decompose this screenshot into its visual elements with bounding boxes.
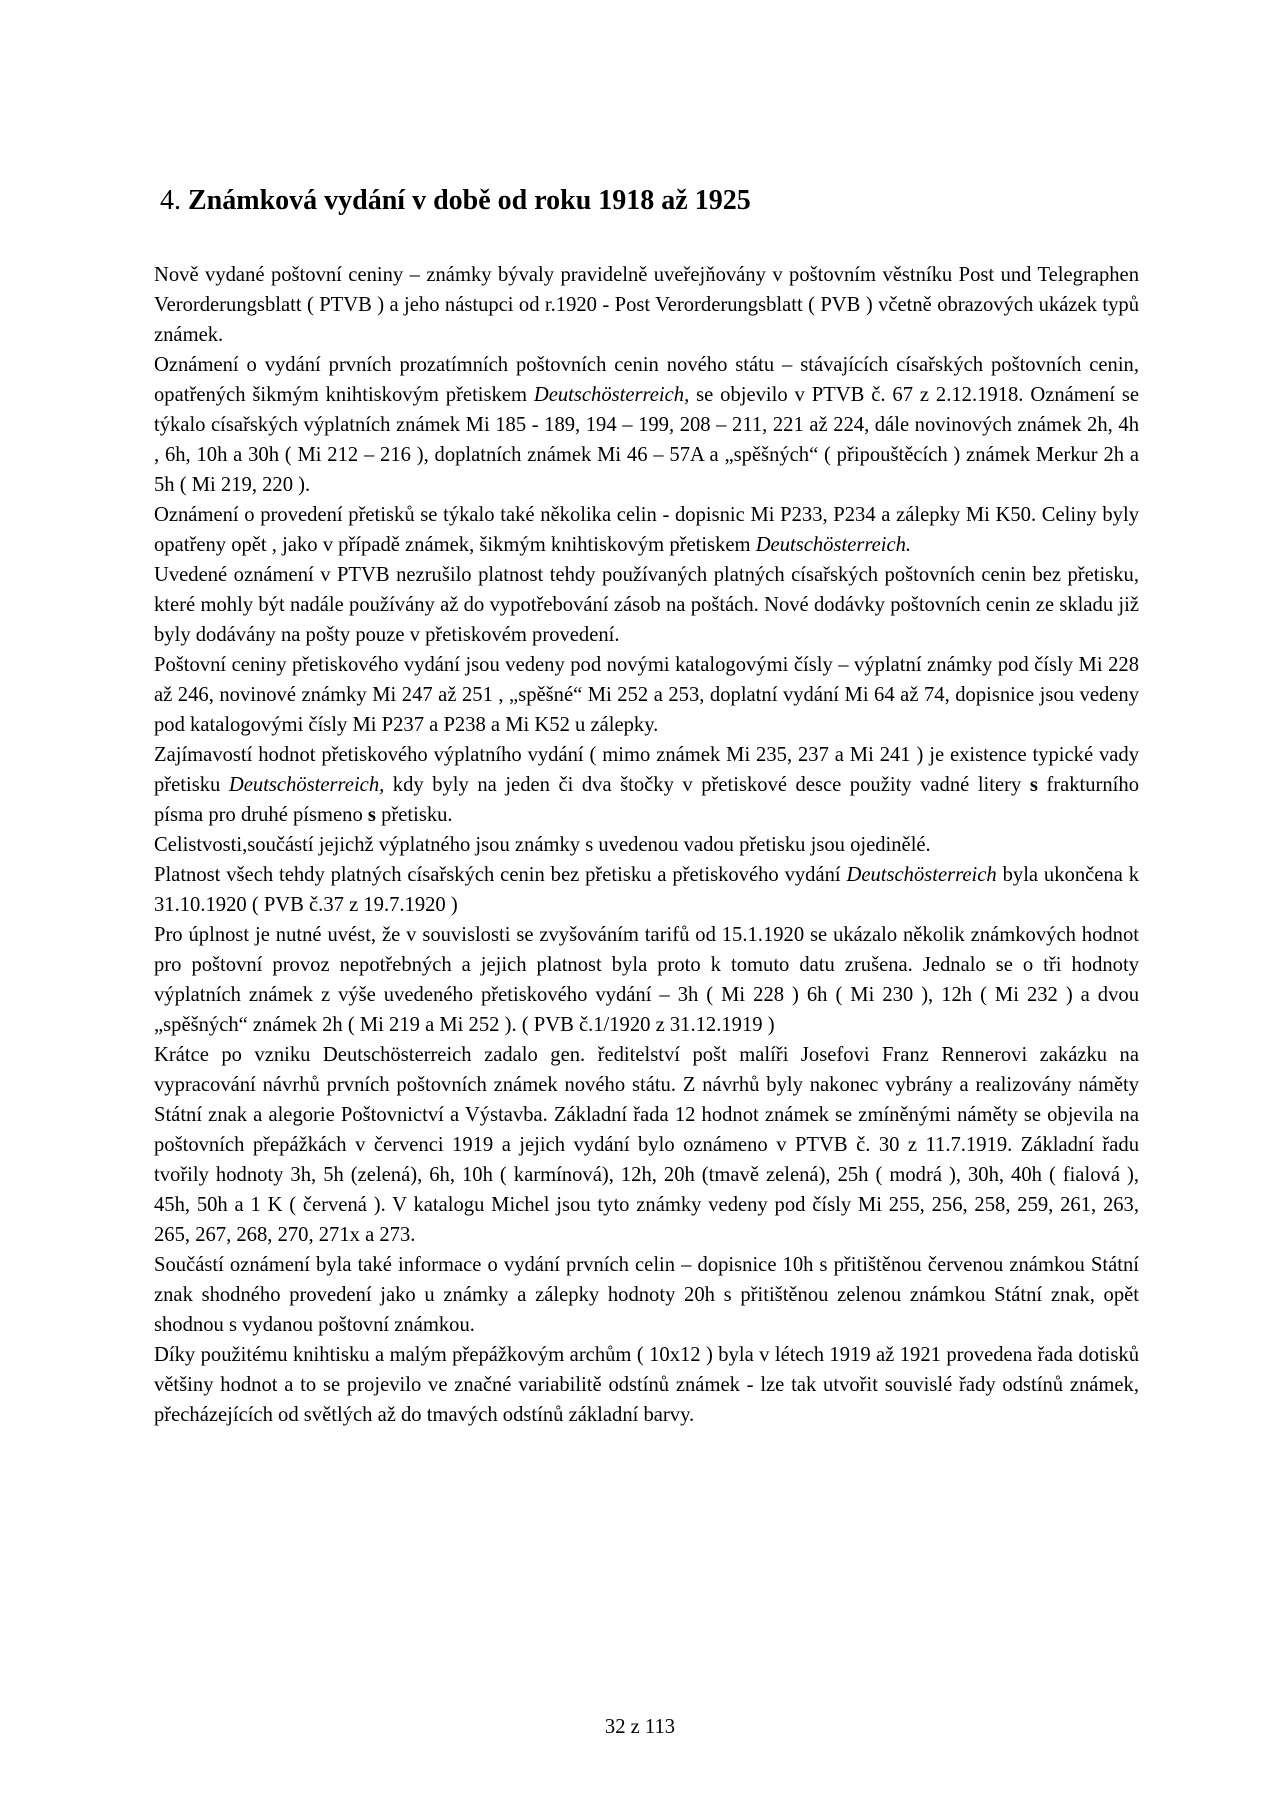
text-run: Oznámení o vydání prvních prozatímních poštovních cenin nového státu – stávajících císařských poštovních cenin, opatřených šikmým knihtiskovým přetiskem [154,354,1139,406]
paragraph-p12 [154,1340,1139,1430]
paragraph-p1 [154,260,1139,350]
text-run: frakturního písma pro druhé písmeno [154,774,1140,826]
paragraph-p6 [154,740,1139,830]
italic-text: Deutschösterreich. [755,534,912,556]
paragraph-p7 [154,830,1139,860]
text-run: Oznámení o provedení přetisků se týkalo také několika celin - dopisnic Mi P233, P234 a zálepky Mi K50. Celiny byly opatřeny opět , jako v případě známek, šikmým knihtiskovým přetiskem [154,504,1139,556]
text-run: Krátce po vzniku Deutschösterreich zadalo gen. ředitelství pošt malíři Josefovi Franz Rennerovi zakázku na vypracování návrhů prvních poštovních známek nového státu. Z návrhů byly nakonec vybrány a realizovány náměty Státní znak a alegorie Poštovnictví a Výstavba. Základní řada 12 hodnot známek se zmíněnými náměty se objevila na poštovních přepážkách v červenci 1919 a jejich vydání bylo oznámeno v PTVB č. 30 z 11.7.1919. Základní řadu tvořily hodnoty 3h, 5h (zelená), 6h, 10h ( karmínová), 12h, 20h (tmavě zelená), 25h ( modrá ), 30h, 40h ( fialová ), 45h, 50h a 1 K ( červená ). V katalogu Michel jsou tyto známky vedeny pod čísly Mi 255, 256, 258, 259, 261, 263, 265, 267, 268, 270, 271x a 273. [154,1044,1139,1246]
paragraph-p5 [154,650,1139,740]
text-run: přetisku. [375,804,453,826]
text-run: Uvedené oznámení v PTVB nezrušilo platnost tehdy používaných platných císařských poštovních cenin bez přetisku, které mohly být nadále používány až do vypotřebování zásob na poštách. Nové dodávky poštovních cenin ze skladu již byly dodávány na pošty pouze v přetiskovém provedení. [154,564,1139,646]
bold-text: s [1029,774,1038,796]
text-run: Zajímavostí hodnot přetiskového výplatního vydání ( mimo známek Mi 235, 237 a Mi 241 ) je existence typické vady přetisku [154,744,1139,796]
paragraph-p10 [154,1040,1139,1250]
text-run: Díky použitému knihtisku a malým přepážkovým archům ( 10x12 ) byla v létech 1919 až 1921 provedena řada dotisků většiny hodnot a to se projevilo ve značné variabilitě odstínů známek - lze tak utvořit souvislé řady odstínů známek, přecházejících od světlých až do tmavých odstínů základní barvy. [154,1344,1139,1426]
italic-text: Deutschösterreich [846,864,997,886]
text-run: Pro úplnost je nutné uvést, že v souvislosti se zvyšováním tarifů od 15.1.1920 se ukázalo několik známkových hodnot pro poštovní provoz nepotřebných a jejich platnost byla proto k tomuto datu zrušena. Jednalo se o tři hodnoty výplatních známek z výše uvedeného přetiskového vydání – 3h ( Mi 228 ) 6h ( Mi 230 ), 12h ( Mi 232 ) a dvou „spěšných“ známek 2h ( Mi 219 a Mi 252 ). ( PVB č.1/1920 z 31.12.1919 ) [154,924,1139,1036]
text-run: Celistvosti,součástí jejichž výplatného jsou známky s uvedenou vadou přetisku jsou ojedinělé. [154,834,931,856]
text-run: Součástí oznámení byla také informace o vydání prvních celin – dopisnice 10h s přitištěnou červenou známkou Státní znak shodného provedení jako u známky a zálepky hodnoty 20h s přitištěnou zelenou známkou Státní znak, opět shodnou s vydanou poštovní známkou. [154,1254,1139,1336]
text-run: Nově vydané poštovní ceniny – známky bývaly pravidelně uveřejňovány v poštovním věstníku Post und Telegraphen Verorderungsblatt ( PTVB ) a jeho nástupci od r.1920 - Post Verorderungsblatt ( PVB ) včetně obrazových ukázek typů známek. [154,264,1139,346]
text-run: Platnost všech tehdy platných císařských cenin bez přetisku a přetiskového vydání [154,864,847,886]
text-run: byla ukončena k 31.10.1920 ( PVB č.37 z 19.7.1920 ) [154,864,1140,916]
section-number: 4. [160,185,181,216]
paragraph-p9 [154,920,1139,1040]
paragraph-p2 [154,350,1139,500]
section-heading [160,183,751,219]
paragraph-p8 [154,860,1139,920]
bold-text: s [367,804,376,826]
paragraph-p11 [154,1250,1139,1340]
section-title: Známková vydání v době od roku 1918 až 1925 [188,185,751,216]
text-run: Poštovní ceniny přetiskového vydání jsou vedeny pod novými katalogovými čísly – výplatní známky pod čísly Mi 228 až 246, novinové známky Mi 247 až 251 , „spěšné“ Mi 252 a 253, doplatní vydání Mi 64 až 74, dopisnice jsou vedeny pod katalogovými čísly Mi P237 a P238 a Mi K52 u zálepky. [154,654,1139,736]
text-run: kdy byly na jeden či dva štočky v přetiskové desce použity vadné litery [384,774,1030,796]
body-text [154,260,1139,1430]
italic-text: Deutschösterreich, [228,774,385,796]
italic-text: Deutschösterreich, [533,384,690,406]
paragraph-p4 [154,560,1139,650]
page-number: 32 z 113 [604,1716,676,1738]
paragraph-p3 [154,500,1139,560]
text-run: se objevilo v PTVB č. 67 z 2.12.1918. Oznámení se týkalo císařských výplatních známek Mi 185 - 189, 194 – 199, 208 – 211, 221 až 224, dále novinových známek 2h, 4h , 6h, 10h a 30h ( Mi 212 – 216 ), doplatních známek Mi 46 – 57A a „spěšných“ ( připouštěcích ) známek Merkur 2h a 5h ( Mi 219, 220 ). [154,384,1139,496]
